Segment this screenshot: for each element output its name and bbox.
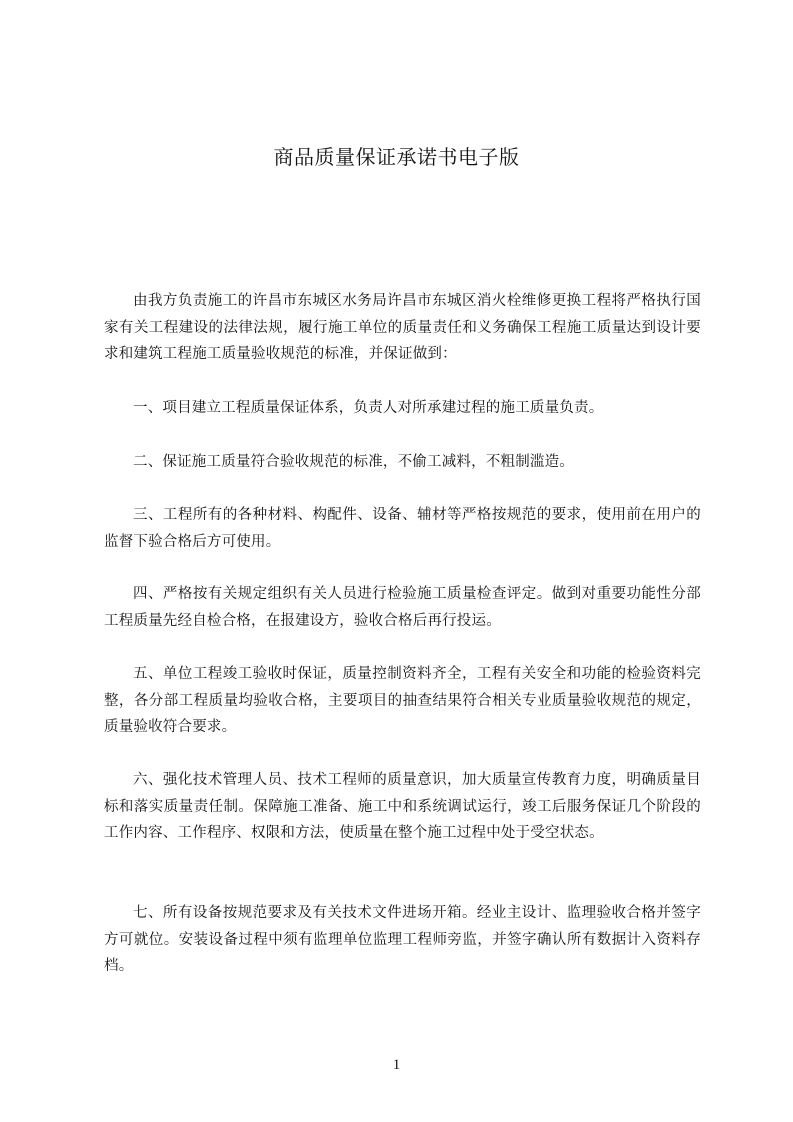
commitment-item-5: 五、单位工程竣工验收时保证，质量控制资料齐全，工程有关安全和功能的检验资料完整，各分部工程质量均验收合格，主要项目的抽查结果符合相关专业质量验收规范的规定，质量验收符合要求。	[104, 666, 701, 735]
document-title: 商品质量保证承诺书电子版	[273, 145, 520, 169]
commitment-item-7: 七、所有设备按规范要求及有关技术文件进场开箱。经业主设计、监理验收合格并签字方可就位。安装设备过程中须有监理单位监理工程师旁监，并签字确认所有数据计入资料存档。	[104, 905, 701, 974]
intro-paragraph: 由我方负责施工的许昌市东城区水务局许昌市东城区消火栓维修更换工程将严格执行国家有关工程建设的法律法规，履行施工单位的质量责任和义务确保工程施工质量达到设计要求和建筑工程施工质量验收规范的标准，并保证做到：	[104, 293, 701, 362]
commitment-item-3: 三、工程所有的各种材料、构配件、设备、辅材等严格按规范的要求，使用前在用户的监督下验合格后方可使用。	[104, 507, 701, 550]
commitment-item-6: 六、强化技术管理人员、技术工程师的质量意识，加大质量宣传教育力度，明确质量目标和落实质量责任制。保障施工准备、施工中和系统调试运行，竣工后服务保证几个阶段的工作内容、工作程序、权限和方法，使质量在整个施工过程中处于受空状态。	[104, 772, 701, 841]
page-number: 1	[392, 1057, 401, 1073]
commitment-item-2: 二、保证施工质量符合验收规范的标准，不偷工减料，不粗制滥造。	[133, 454, 574, 470]
commitment-item-4: 四、严格按有关规定组织有关人员进行检验施工质量检查评定。做到对重要功能性分部工程质量先经自检合格，在报建设方，验收合格后再行投运。	[104, 586, 701, 629]
commitment-item-1: 一、项目建立工程质量保证体系，负责人对所承建过程的施工质量负责。	[133, 400, 604, 416]
